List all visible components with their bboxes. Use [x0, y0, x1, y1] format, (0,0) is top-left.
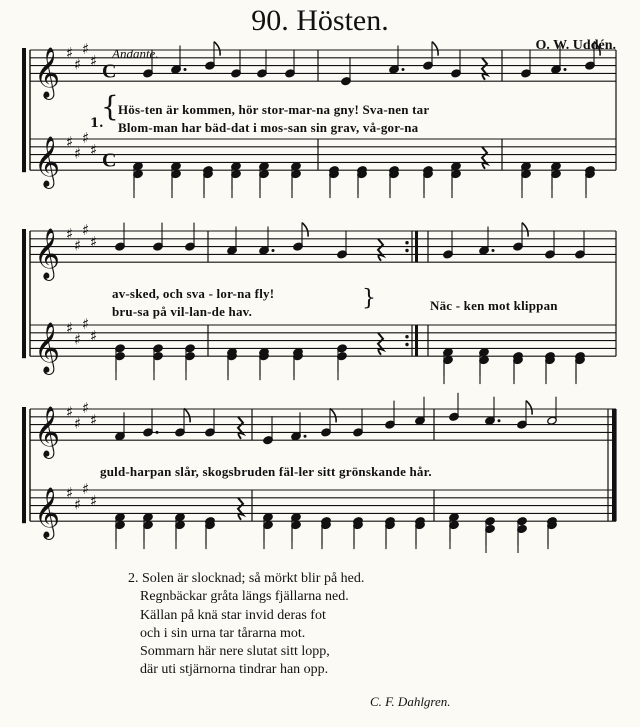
sharp-icon: ♯: [74, 236, 82, 255]
repeat-dot: [405, 335, 408, 338]
sharp-icon: ♯: [66, 403, 74, 421]
verse-line: Källan på knä star invid deras fot: [140, 607, 326, 623]
note-flag: [526, 401, 532, 415]
quarter-rest-icon: [482, 147, 487, 169]
verse-number: 1.: [90, 116, 104, 131]
treble-clef-icon: 𝄞: [34, 322, 61, 374]
sharp-icon: ♯: [74, 414, 82, 433]
sharp-icon: ♯: [90, 51, 98, 70]
quarter-rest-icon: [482, 58, 487, 80]
sharp-icon: ♯: [66, 133, 74, 151]
note-dot: [492, 249, 495, 252]
note-dot: [184, 68, 187, 71]
sharp-icon: ♯: [74, 495, 82, 514]
repeat-barline: [415, 325, 418, 356]
lyric-brace: }: [362, 286, 376, 311]
lyric-line: bru-sa på vil-lan-de hav.: [112, 304, 253, 319]
repeat-dot: [405, 241, 408, 244]
treble-clef-icon: 𝄞: [34, 136, 61, 188]
sharp-icon: ♯: [82, 480, 90, 499]
sharp-icon: ♯: [90, 410, 98, 429]
lyric-brace: {: [101, 90, 119, 123]
sharp-icon: ♯: [90, 326, 98, 345]
sharp-icon: ♯: [82, 129, 90, 148]
lyric-line: av-sked, och sva - lor-na fly!: [112, 286, 275, 301]
quarter-rest-icon: [378, 239, 383, 261]
sharp-icon: ♯: [74, 144, 82, 163]
sharp-icon: ♯: [74, 330, 82, 349]
sharp-icon: ♯: [82, 40, 90, 59]
system-bracket: [22, 229, 26, 358]
sharp-icon: ♯: [90, 491, 98, 510]
verse-line: Sommarn här nere slutat sitt lopp,: [140, 644, 330, 660]
sharp-icon: ♯: [74, 55, 82, 74]
final-barline: [612, 409, 616, 521]
note-dot: [304, 435, 307, 438]
sharp-icon: ♯: [66, 319, 74, 337]
note-dot: [156, 431, 159, 434]
common-time-icon: C: [102, 149, 117, 172]
sharp-icon: ♯: [82, 399, 90, 418]
note-flag: [432, 42, 438, 56]
repeat-dot: [405, 249, 408, 252]
note-flag: [330, 408, 336, 422]
sharp-icon: ♯: [66, 44, 74, 62]
lyricist-name: C. F. Dahlgren.: [370, 694, 451, 709]
note-flag: [214, 42, 220, 56]
quarter-rest-icon: [238, 498, 243, 520]
lyric-line: Blom-man har bäd-dat i mos-san sin grav, vå-gor-na: [118, 120, 419, 135]
note-flag: [522, 223, 528, 237]
quarter-rest-icon: [238, 417, 243, 439]
sharp-icon: ♯: [82, 221, 90, 240]
quarter-rest-icon: [378, 333, 383, 355]
note-dot: [564, 68, 567, 71]
verse-2: [128, 570, 364, 680]
verse-line: 2. Solen är slocknad; så mörkt blir på hed.: [128, 571, 365, 586]
repeat-dot: [405, 343, 408, 346]
note-flag: [302, 223, 308, 237]
note-flag: [184, 408, 190, 422]
treble-clef-icon: 𝄞: [34, 406, 61, 458]
tempo-marking: Andante.: [112, 46, 159, 61]
lyric-line: Hös-ten är kommen, hör stor-mar-na gny! Sva-nen tar: [118, 102, 430, 117]
treble-clef-icon: 𝄞: [34, 47, 61, 99]
sharp-icon: ♯: [90, 232, 98, 251]
treble-clef-icon: 𝄞: [34, 228, 61, 280]
system-bracket: [22, 407, 26, 523]
page-title: 90. Hösten.: [251, 4, 389, 37]
sharp-icon: ♯: [90, 140, 98, 159]
common-time-icon: C: [102, 60, 117, 83]
composer-name: O. W. Uddén.: [535, 38, 616, 53]
system-bracket: [22, 48, 26, 172]
verse-line: och i sin urna tar tårarna mot.: [140, 625, 306, 641]
note-dot: [272, 249, 275, 252]
verse-line: där uti stjärnorna tindrar han opp.: [140, 662, 329, 678]
treble-clef-icon: 𝄞: [34, 487, 61, 539]
verse-line: Regnbäckar gråta längs fjällarna ned.: [140, 589, 349, 605]
note-dot: [402, 68, 405, 71]
sharp-icon: ♯: [66, 484, 74, 502]
lyric-line: Näc - ken mot klippan: [430, 298, 558, 313]
sharp-icon: ♯: [82, 315, 90, 334]
lyric-line: guld-harpan slår, skogsbruden fäl-ler sitt grönskande hår.: [100, 464, 432, 479]
sharp-icon: ♯: [66, 225, 74, 243]
note-dot: [498, 419, 501, 422]
repeat-barline: [415, 231, 418, 262]
